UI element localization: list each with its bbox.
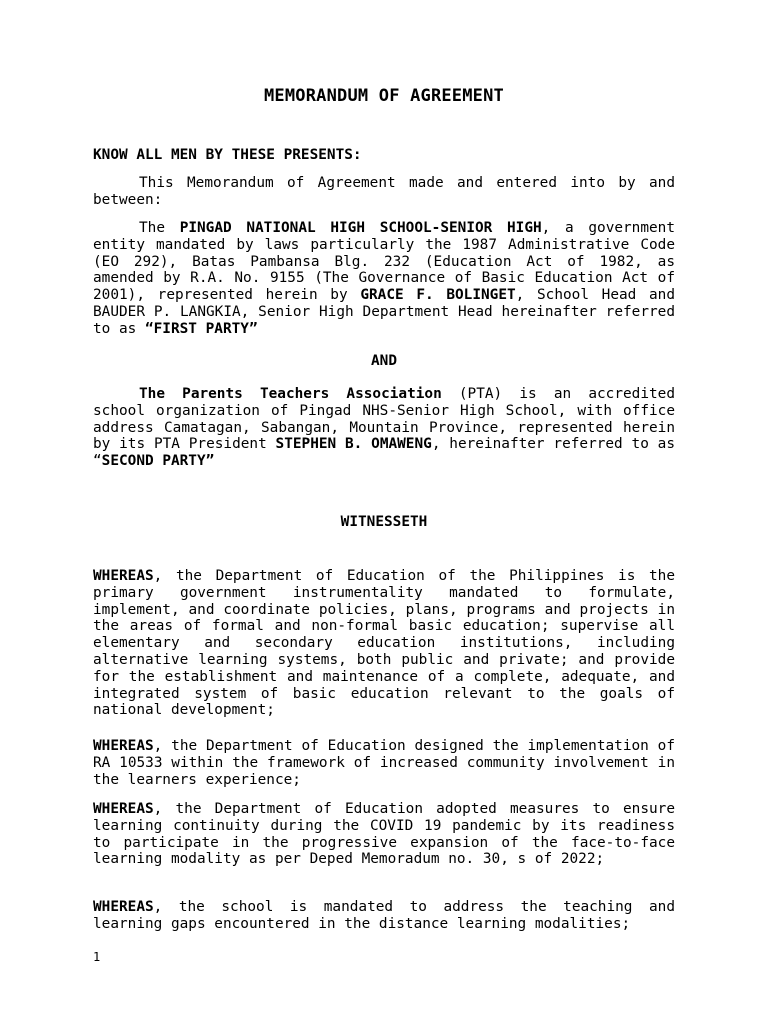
second-party-paragraph: The Parents Teachers Association (PTA) is an accredited school organization of Pingad NHS-Senior High School, with office address Camatagan, Sabangan, Mountain Province, represented herein by its PTA President STEPHEN B. OMAWENG, hereinafter referred to as “SECOND PARTY” <box>93 386 676 470</box>
page-number: 1 <box>93 950 101 964</box>
first-party-paragraph: The PINGAD NATIONAL HIGH SCHOOL-SENIOR HIGH, a government entity mandated by laws particularly the 1987 Administrative Code (EO 292), Batas Pambansa Blg. 232 (Education Act of 1982, as amended by R.A. No. 9155 (The Governance of Basic Education Act of 2001), represented herein by GRACE F. BOLINGET, School Head and BAUDER P. LANGKIA, Senior High Department Head hereinafter referred to as “FIRST PARTY” <box>93 220 676 337</box>
second-party-name: The Parents Teachers Association <box>139 386 442 402</box>
first-party-representative: GRACE F. BOLINGET <box>360 287 516 304</box>
whereas-clause-4: WHEREAS, the school is mandated to address the teaching and learning gaps encountered in the distance learning modalities; <box>93 899 675 932</box>
greeting: KNOW ALL MEN BY THESE PRESENTS: <box>93 147 362 163</box>
second-party-representative: STEPHEN B. OMAWENG <box>275 436 432 453</box>
document-title: MEMORANDUM OF AGREEMENT <box>263 86 504 106</box>
first-party-name: PINGAD NATIONAL HIGH SCHOOL-SENIOR HIGH <box>179 220 542 236</box>
witnesseth-heading: WITNESSETH <box>340 514 428 530</box>
second-party-label: SECOND PARTY” <box>101 453 215 470</box>
whereas-clause-3: WHEREAS, the Department of Education adopted measures to ensure learning continuity during the COVID 19 pandemic by its readiness to participate in the progressive expansion of the face-to-face learning modality as per Deped Memoradum no. 30, s of 2022; <box>93 801 675 868</box>
first-party-label: “FIRST PARTY” <box>144 320 258 337</box>
intro-paragraph: This Memorandum of Agreement made and entered into by and between: <box>93 175 675 208</box>
whereas-clause-2: WHEREAS, the Department of Education designed the implementation of RA 10533 within the framework of increased community involvement in the learners experience; <box>93 738 675 788</box>
and-separator: AND <box>371 353 397 369</box>
whereas-clause-1: WHEREAS, the Department of Education of the Philippines is the primary government instrumentality mandated to formulate, implement, and coordinate policies, plans, programs and projects in the areas of formal and non-formal basic education; supervise all elementary and secondary education institutions, including alternative learning systems, both public and private; and provide for the establishment and maintenance of a complete, adequate, and integrated system of basic education relevant to the goals of national development; <box>93 568 675 719</box>
